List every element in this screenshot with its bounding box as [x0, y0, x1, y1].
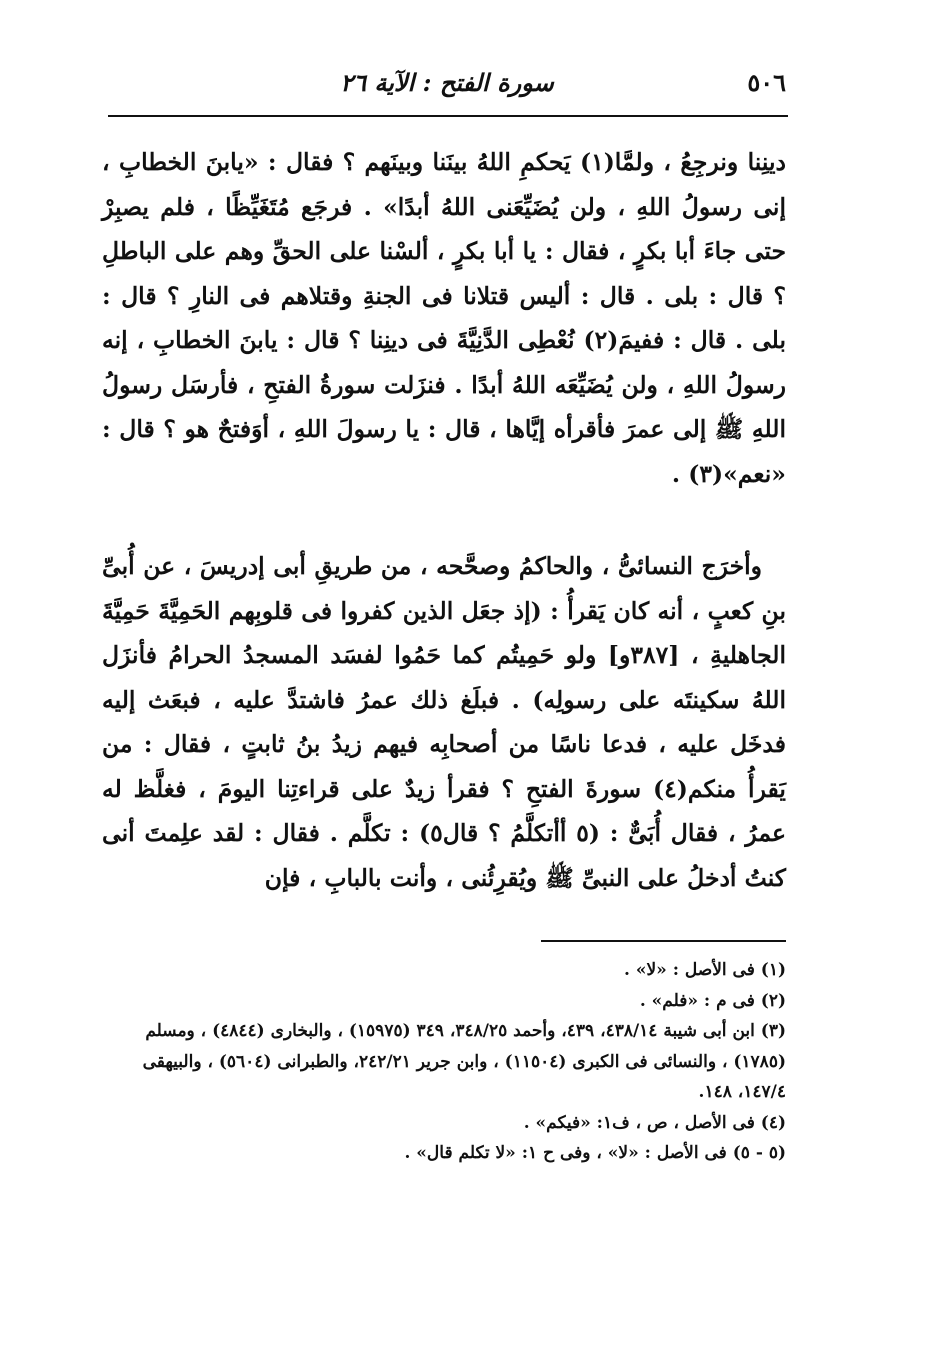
footnote: (٢) فى م : «فلم» .	[639, 990, 786, 1011]
running-title: سورة الفتح : الآية ٢٦	[340, 68, 554, 97]
paragraph: وأخرَج النسائىُّ ، والحاكمُ وصحَّحه ، من طريقِ أبى إدريسَ ، عن أُبىِّ بنِ كعبٍ ، أنه كان يَقرأُ : (إذ جعَل الذين كفروا فى قلوبِهم الحَمِيَّةَ حَمِيَّةَ الجاهليةِ ، [٣٨٧و] ولو حَمِيتُم كما حَمُوا لفسَد المسجدُ الحرامُ فأنزَل اللهُ سكينتَه على رسولِه) . فبلَغ ذلك عمرُ فاشتدَّ عليه ، فبعَث إليه فدخَل عليه ، فدعا ناسًا من أصحابِه فيهم زيدُ بنُ ثابتٍ ، فقال : من يَقرأُ منكم(٤) سورةَ الفتحِ ؟ فقرأ زيدٌ على قراءتِنا اليومَ ، فغلَّظ له عمرُ ، فقال أُبَىٌّ : (٥ أأتكلَّمُ ؟ قال٥) : تكلَّم . فقال : لقد علِمتَ أنى كنتُ أدخلُ على النبىِّ ﷺ ويُقرِئُنى ، وأنت بالبابِ ، فإن	[102, 552, 786, 892]
footnotes	[102, 955, 786, 1169]
main-text	[102, 140, 786, 900]
footnote: (٣) ابن أبى شيبة ٤٣٨/١٤، ٤٣٩، وأحمد ٣٤٨/٢٥، ٣٤٩ (١٥٩٧٥) ، والبخارى (٤٨٤٤) ، ومسلم (١٧٨٥) ، والنسائى فى الكبرى (١١٥٠٤) ، وابن جرير ٢٤٢/٢١، والطبرانى (٥٦٠٤) ، والبيهقى ١٤٧/٤، ١٤٨.	[142, 1021, 786, 1102]
footnote: (٤) فى الأصل ، ص ، ف١: «فيكم» .	[523, 1112, 786, 1133]
page-header	[108, 62, 786, 110]
paragraph: دينِنا ونرجِعُ ، ولمَّا(١) يَحكمِ اللهُ بينَنا وبينَهم ؟ فقال : «يابنَ الخطابِ ، إنى رسولُ اللهِ ، ولن يُضَيِّعَنى اللهُ أبدًا» . فرجَع مُتَغَيِّظًا ، فلم يصبِرْ حتى جاءَ أبا بكرٍ ، فقال : يا أبا بكرٍ ، ألسْنا على الحقِّ وهم على الباطلِ ؟ قال : بلى . قال : أليس قتلانا فى الجنةِ وقتلاهم فى النارِ ؟ قال : بلى . قال : ففيمَ(٢) نُعْطِى الدَّنِيَّةَ فى دينِنا ؟ قال : يابنَ الخطابِ ، إنه رسولُ اللهِ ، ولن يُضَيِّعَه اللهُ أبدًا . فنزَلت سورةُ الفتحِ ، فأرسَل رسولُ اللهِ ﷺ إلى عمرَ فأقرأه إيَّاها ، قال : يا رسولَ اللهِ ، أوَفتحٌ هو ؟ قال : «نعم»(٣) .	[102, 148, 786, 488]
header-rule	[108, 115, 788, 117]
footnote: (٥ - ٥) فى الأصل : «لا» ، وفى ح ١: «لا تكلم قال» .	[404, 1143, 786, 1163]
footnote-separator	[541, 940, 786, 942]
footnote: (١) فى الأصل : «لا» .	[624, 960, 786, 980]
paragraph-spacer	[102, 496, 786, 544]
page-number: ٥٠٦	[747, 68, 786, 97]
